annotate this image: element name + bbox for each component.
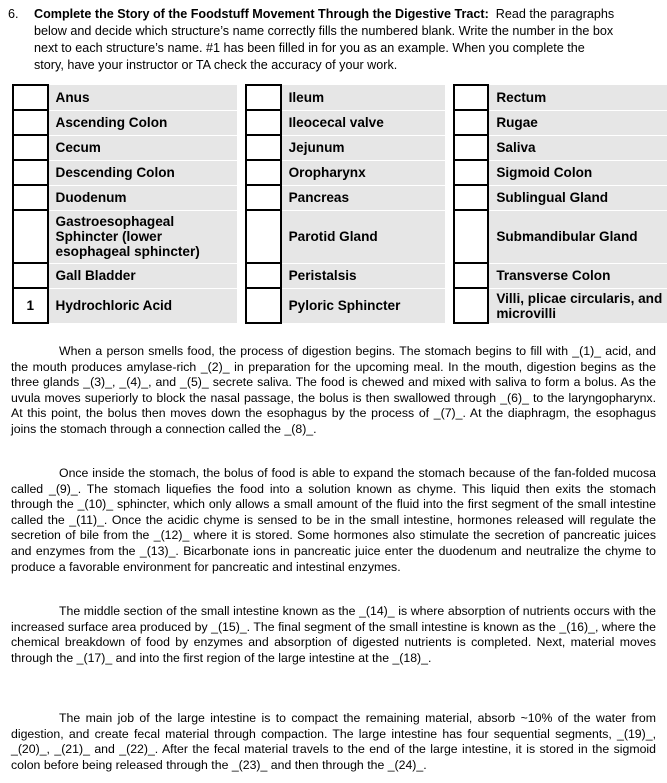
structure-label: Rugae — [488, 110, 667, 135]
instructions-line1: Read the paragraphs — [495, 7, 615, 21]
structure-label: Descending Colon — [48, 160, 238, 185]
answer-box[interactable] — [13, 160, 48, 185]
structure-label: Saliva — [488, 135, 667, 160]
grid-gap — [445, 288, 454, 323]
structure-label: Villi, plicae circularis, and microvilli — [488, 288, 667, 323]
structure-label: Cecum — [48, 135, 238, 160]
instructions-line4: story, have your instructor or TA check the accuracy of your work. — [34, 58, 398, 72]
answer-box[interactable] — [454, 85, 488, 110]
grid-gap — [445, 135, 454, 160]
grid-gap — [237, 210, 246, 263]
answer-box[interactable] — [246, 160, 280, 185]
structure-label: Pyloric Sphincter — [281, 288, 446, 323]
instructions-line3: next to each structure’s name. #1 has been filled in for you as an example. When you complete the — [34, 41, 585, 55]
answer-box[interactable] — [13, 185, 48, 210]
paragraph-4: The main job of the large intestine is to compact the remaining material, absorb ~10% of the water from digestion, and create fecal material through compaction. The large intestine has four sequential segments, _(19)_, _(20)_, _(21)_ and _(22)_. After the fecal material travels to the end of the large intestine, it is stored in the sigmoid colon before being released through the _(23)_ and then through the _(24)_. — [11, 711, 656, 772]
answer-box[interactable] — [454, 135, 488, 160]
paragraph-2: Once inside the stomach, the bolus of food is able to expand the stomach because of the fan-folded mucosa called _(9)_. The stomach liquefies the food into a solution known as chyme. This liquid then exits the stomach through the _(10)_ sphincter, which only allows a small amount of the fluid into the first segment of the small intestine called the _(11)_. Once the acidic chyme is sensed to be in the small intestine, hormones released will regulate the secretion of bile from the _(12)_ where it is stored. Some hormones also stimulate the secretion of pancreatic juices and enzymes from the _(13)_. Bicarbonate ions in pancreatic juice enter the duodenum and neutralize the chyme to produce a favorable environment for pancreatic and intestinal enzymes. — [11, 466, 656, 574]
answer-box[interactable] — [13, 110, 48, 135]
answer-box[interactable] — [246, 288, 280, 323]
structure-label: Duodenum — [48, 185, 238, 210]
answer-box[interactable] — [454, 263, 488, 288]
grid-row — [13, 85, 667, 110]
grid-gap — [237, 288, 246, 323]
answer-box[interactable] — [454, 110, 488, 135]
structure-label: Peristalsis — [281, 263, 446, 288]
answer-box[interactable] — [246, 135, 280, 160]
structure-label: Gastroesophageal Sphincter (lower esophageal sphincter) — [48, 210, 238, 263]
answer-box[interactable] — [13, 263, 48, 288]
structure-label: Pancreas — [281, 185, 446, 210]
structure-label: Ascending Colon — [48, 110, 238, 135]
answer-box[interactable] — [454, 288, 488, 323]
question-title: Complete the Story of the Foodstuff Movement Through the Digestive Tract: — [34, 7, 489, 21]
answer-box[interactable] — [246, 85, 280, 110]
instructions — [8, 6, 658, 74]
grid-gap — [237, 185, 246, 210]
grid-gap — [445, 263, 454, 288]
grid-gap — [445, 85, 454, 110]
grid-row — [13, 185, 667, 210]
grid-gap — [445, 160, 454, 185]
structure-label: Transverse Colon — [488, 263, 667, 288]
grid-row — [13, 288, 667, 323]
answer-box[interactable] — [246, 263, 280, 288]
answer-box[interactable] — [13, 135, 48, 160]
answer-box[interactable] — [246, 210, 280, 263]
structure-label: Hydrochloric Acid — [48, 288, 238, 323]
structure-label: Sigmoid Colon — [488, 160, 667, 185]
structure-label: Anus — [48, 85, 238, 110]
structure-label: Ileum — [281, 85, 446, 110]
grid-gap — [237, 85, 246, 110]
structure-label: Submandibular Gland — [488, 210, 667, 263]
structure-label: Oropharynx — [281, 160, 446, 185]
answer-box[interactable] — [246, 185, 280, 210]
answer-box[interactable] — [454, 185, 488, 210]
grid-gap — [445, 185, 454, 210]
structure-label: Jejunum — [281, 135, 446, 160]
grid-row — [13, 263, 667, 288]
grid-row — [13, 135, 667, 160]
grid-gap — [445, 110, 454, 135]
answer-box[interactable] — [13, 210, 48, 263]
grid-gap — [237, 110, 246, 135]
grid-gap — [237, 160, 246, 185]
paragraph-3: The middle section of the small intestine known as the _(14)_ is where absorption of nutrients occurs with the increased surface area produced by _(15)_. The final segment of the small intestine is known as the _(16)_, where the chemical breakdown of food by enzymes and absorption of digested nutrients is completed. Next, material moves through the _(17)_ and into the first region of the large intestine at the _(18)_. — [11, 604, 656, 665]
structure-label: Parotid Gland — [281, 210, 446, 263]
structure-label: Ileocecal valve — [281, 110, 446, 135]
structure-label: Sublingual Gland — [488, 185, 667, 210]
answer-box[interactable] — [454, 160, 488, 185]
question-number: 6. — [8, 7, 19, 21]
grid-gap — [237, 263, 246, 288]
answer-box[interactable]: 1 — [13, 288, 48, 323]
structure-label: Rectum — [488, 85, 667, 110]
grid-gap — [445, 210, 454, 263]
grid-row — [13, 160, 667, 185]
grid-gap — [237, 135, 246, 160]
answer-box[interactable] — [246, 110, 280, 135]
grid-row — [13, 210, 667, 263]
instructions-line2: below and decide which structure’s name correctly fills the numbered blank. Write the number in the box — [34, 24, 614, 38]
grid-row — [13, 110, 667, 135]
answer-box[interactable] — [454, 210, 488, 263]
paragraph-1: When a person smells food, the process of digestion begins. The stomach begins to fill with _(1)_ acid, and the mouth produces amylase-rich _(2)_ in preparation for the upcoming meal. In the mouth, digestion begins as the three glands _(3)_, _(4)_, and _(5)_ secrete saliva. The food is chewed and mixed with saliva to form a bolus. As the uvula moves superiorly to block the nasal passage, the bolus is then swallowed through _(6)_ to the laryngopharynx. At this point, the bolus then moves down the esophagus by the process of _(7)_. At the diaphragm, the esophagus joins the stomach through a connection called the _(8)_. — [11, 344, 656, 436]
answer-box[interactable] — [13, 85, 48, 110]
structure-label: Gall Bladder — [48, 263, 238, 288]
structure-grid — [12, 84, 667, 324]
